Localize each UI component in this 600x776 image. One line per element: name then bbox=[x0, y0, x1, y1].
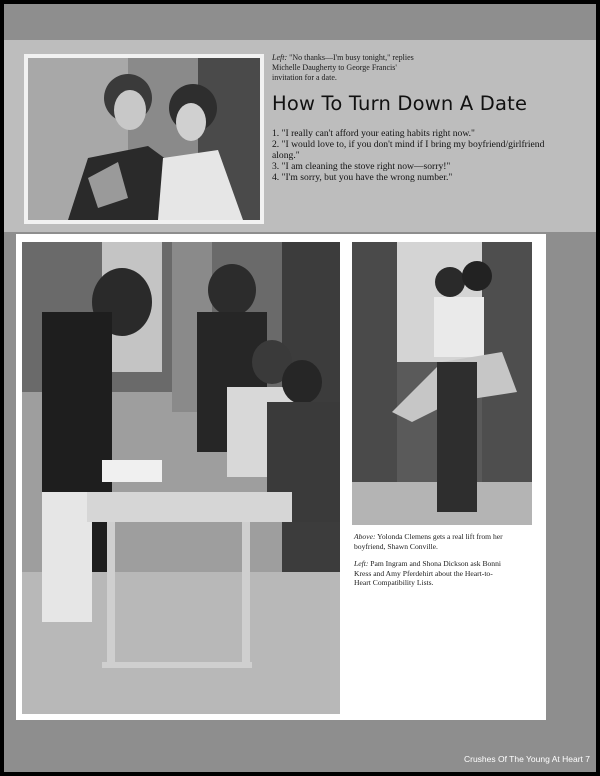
caption-above bbox=[354, 532, 504, 551]
list-item: 3. "I am cleaning the stove right now—sorry!" bbox=[272, 161, 451, 172]
headline: How To Turn Down A Date bbox=[272, 92, 528, 115]
caption-text: Yolonda Clemens gets a real lift from her boyfriend, Shawn Conville. bbox=[354, 532, 503, 551]
caption-lead: Left: bbox=[272, 53, 288, 62]
caption-lead: Left: bbox=[354, 559, 369, 568]
list-item: 1. "I really can't afford your eating habits right now." bbox=[272, 128, 475, 139]
caption-text: Pam Ingram and Shona Dickson ask Bonni Kress and Amy Pferdehirt about the Heart-to-Heart Compatibility Lists. bbox=[354, 559, 502, 587]
hallway-table-photo bbox=[22, 242, 340, 714]
yearbook-page bbox=[4, 4, 596, 772]
list-item: 4. "I'm sorry, but you have the wrong number." bbox=[272, 172, 453, 183]
couple-photo bbox=[28, 58, 260, 220]
couple-lift-photo bbox=[352, 242, 532, 525]
list-item: 2. "I would love to, if you don't mind if I bring my boyfriend/girlfriend along." bbox=[272, 139, 545, 161]
caption-text: "No thanks—I'm busy tonight," replies Michelle Daugherty to George Francis' invitation for a date. bbox=[272, 53, 414, 82]
caption-left bbox=[354, 559, 504, 588]
top-photo-caption bbox=[272, 53, 422, 83]
excuse-list bbox=[272, 128, 572, 183]
caption-lead: Above: bbox=[354, 532, 376, 541]
page-footer: Crushes Of The Young At Heart 7 bbox=[463, 754, 590, 764]
